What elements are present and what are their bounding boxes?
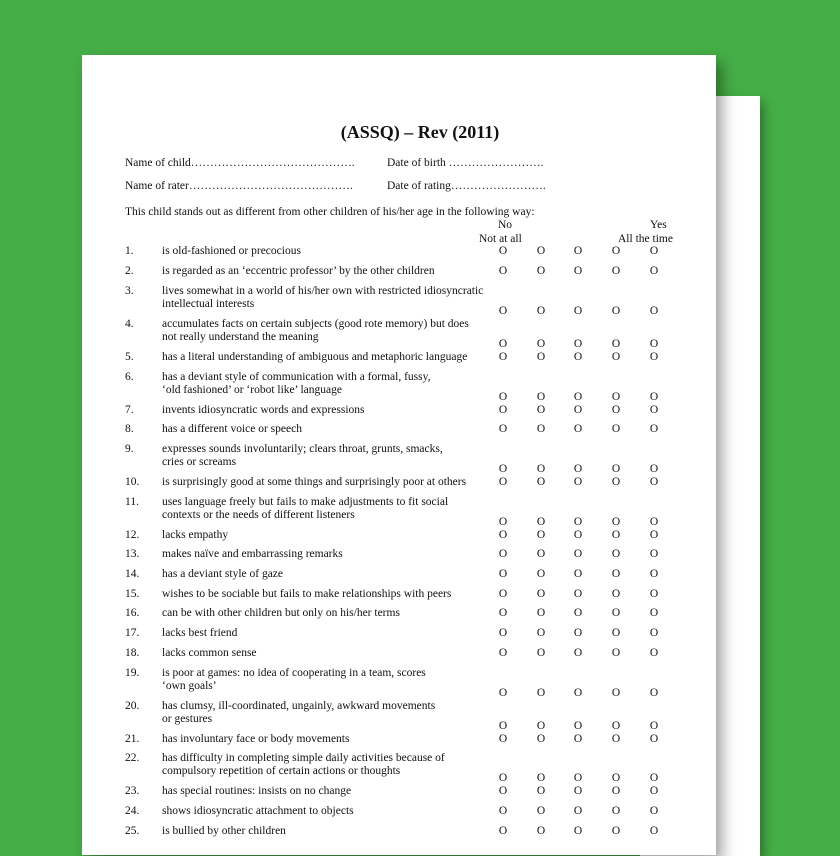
question-text-line: lacks common sense: [162, 647, 257, 659]
question-text-line: lacks empathy: [162, 529, 229, 541]
rating-option-2[interactable]: O: [536, 245, 546, 257]
rating-option-2[interactable]: O: [536, 423, 546, 435]
rating-option-1[interactable]: O: [498, 265, 508, 277]
rating-option-1[interactable]: O: [498, 785, 508, 797]
question-number: 18.: [125, 647, 140, 659]
rating-option-2[interactable]: O: [536, 305, 546, 317]
rating-option-4[interactable]: O: [611, 516, 621, 528]
rating-option-4[interactable]: O: [611, 351, 621, 363]
rating-option-5[interactable]: O: [649, 548, 659, 560]
rating-option-3[interactable]: O: [573, 733, 583, 745]
rating-option-1[interactable]: O: [498, 351, 508, 363]
rating-option-1[interactable]: O: [498, 423, 508, 435]
question-text-line: invents idiosyncratic words and expressions: [162, 404, 365, 416]
rating-option-5[interactable]: O: [649, 404, 659, 416]
rating-option-2[interactable]: O: [536, 627, 546, 639]
rating-option-2[interactable]: O: [536, 529, 546, 541]
question-number: 9.: [125, 443, 134, 455]
question-number: 12.: [125, 529, 140, 541]
question-text: [162, 265, 492, 278]
date-of-birth-field[interactable]: Date of birth …………………….: [387, 157, 544, 169]
date-of-rating-field[interactable]: Date of rating…………………….: [387, 180, 546, 192]
question-text-line: is surprisingly good at some things and surprisingly poor at others: [162, 476, 467, 488]
rating-option-2[interactable]: O: [536, 338, 546, 350]
rating-option-2[interactable]: O: [536, 720, 546, 732]
question-text: [162, 752, 492, 778]
question-text: [162, 476, 492, 489]
rating-option-1[interactable]: O: [498, 733, 508, 745]
rating-option-2[interactable]: O: [536, 265, 546, 277]
rating-option-1[interactable]: O: [498, 404, 508, 416]
rating-option-3[interactable]: O: [573, 568, 583, 580]
rating-option-5[interactable]: O: [649, 423, 659, 435]
rating-option-4[interactable]: O: [611, 805, 621, 817]
name-of-rater-field[interactable]: Name of rater…………………………………….: [125, 180, 353, 192]
rating-option-2[interactable]: O: [536, 588, 546, 600]
question-text: [162, 529, 492, 542]
rating-option-2[interactable]: O: [536, 516, 546, 528]
rating-option-5[interactable]: O: [649, 720, 659, 732]
question-number: 16.: [125, 607, 140, 619]
rating-option-2[interactable]: O: [536, 568, 546, 580]
question-text-line: is poor at games: no idea of cooperating in a team, scores: [162, 667, 426, 679]
question-text-line: makes naïve and embarrassing remarks: [162, 548, 343, 560]
rating-option-3[interactable]: O: [573, 647, 583, 659]
rating-option-3[interactable]: O: [573, 825, 583, 837]
scale-label-yes: Yes: [650, 219, 667, 231]
scale-label-no: No: [498, 219, 513, 231]
rating-option-1[interactable]: O: [498, 529, 508, 541]
question-text: [162, 496, 492, 522]
question-text: [162, 700, 492, 726]
rating-option-5[interactable]: O: [649, 733, 659, 745]
rating-option-2[interactable]: O: [536, 785, 546, 797]
question-text-line: lacks best friend: [162, 627, 238, 639]
question-number: 25.: [125, 825, 140, 837]
rating-option-5[interactable]: O: [649, 805, 659, 817]
rating-option-4[interactable]: O: [611, 265, 621, 277]
question-text-line: has difficulty in completing simple daily activities because of: [162, 752, 445, 764]
question-number: 24.: [125, 805, 140, 817]
rating-option-4[interactable]: O: [611, 733, 621, 745]
rating-option-2[interactable]: O: [536, 404, 546, 416]
rating-option-5[interactable]: O: [649, 607, 659, 619]
rating-option-2[interactable]: O: [536, 825, 546, 837]
question-text-line: has a deviant style of communication with a formal, fussy,: [162, 371, 431, 383]
question-number: 19.: [125, 667, 140, 679]
rating-option-4[interactable]: O: [611, 687, 621, 699]
question-text-line: shows idiosyncratic attachment to objects: [162, 805, 354, 817]
rating-option-1[interactable]: O: [498, 305, 508, 317]
rating-option-3[interactable]: O: [573, 351, 583, 363]
rating-option-1[interactable]: O: [498, 805, 508, 817]
name-of-child-field[interactable]: Name of child…………………………………….: [125, 157, 355, 169]
question-text-line: is old-fashioned or precocious: [162, 245, 301, 257]
question-text: [162, 825, 492, 838]
rating-option-4[interactable]: O: [611, 607, 621, 619]
rating-option-5[interactable]: O: [649, 463, 659, 475]
rating-option-3[interactable]: O: [573, 805, 583, 817]
question-number: 3.: [125, 285, 134, 297]
rating-option-1[interactable]: O: [498, 588, 508, 600]
question-text: [162, 351, 492, 364]
rating-option-1[interactable]: O: [498, 548, 508, 560]
question-text-line: ‘old fashioned’ or ‘robot like’ language: [162, 384, 342, 396]
question-text-line: wishes to be sociable but fails to make relationships with peers: [162, 588, 452, 600]
question-number: 13.: [125, 548, 140, 560]
rating-option-4[interactable]: O: [611, 391, 621, 403]
rating-option-3[interactable]: O: [573, 720, 583, 732]
rating-option-2[interactable]: O: [536, 805, 546, 817]
rating-option-2[interactable]: O: [536, 687, 546, 699]
rating-option-3[interactable]: O: [573, 772, 583, 784]
question-number: 1.: [125, 245, 134, 257]
question-text-line: uses language freely but fails to make adjustments to fit social: [162, 496, 449, 508]
rating-option-3[interactable]: O: [573, 476, 583, 488]
question-text-line: accumulates facts on certain subjects (good rote memory) but does: [162, 318, 469, 330]
rating-option-3[interactable]: O: [573, 423, 583, 435]
rating-option-3[interactable]: O: [573, 548, 583, 560]
rating-option-4[interactable]: O: [611, 720, 621, 732]
question-number: 21.: [125, 733, 140, 745]
rating-option-2[interactable]: O: [536, 647, 546, 659]
rating-option-4[interactable]: O: [611, 423, 621, 435]
question-text-line: has a literal understanding of ambiguous and metaphoric language: [162, 351, 468, 363]
question-text-line: contexts or the needs of different listeners: [162, 509, 355, 521]
rating-option-2[interactable]: O: [536, 548, 546, 560]
rating-option-2[interactable]: O: [536, 463, 546, 475]
rating-option-1[interactable]: O: [498, 607, 508, 619]
rating-option-2[interactable]: O: [536, 351, 546, 363]
question-text: [162, 423, 492, 436]
question-text-line: has special routines: insists on no change: [162, 785, 352, 797]
rating-option-5[interactable]: O: [649, 305, 659, 317]
rating-option-1[interactable]: O: [498, 687, 508, 699]
question-number: 15.: [125, 588, 140, 600]
rating-option-3[interactable]: O: [573, 516, 583, 528]
rating-option-3[interactable]: O: [573, 785, 583, 797]
question-number: 4.: [125, 318, 134, 330]
rating-option-5[interactable]: O: [649, 516, 659, 528]
question-text-line: has involuntary face or body movements: [162, 733, 350, 745]
scale-label-all-the-time: All the time: [618, 233, 673, 245]
question-text: [162, 245, 492, 258]
rating-option-5[interactable]: O: [649, 265, 659, 277]
question-text-line: not really understand the meaning: [162, 331, 319, 343]
question-text-line: is bullied by other children: [162, 825, 286, 837]
rating-option-1[interactable]: O: [498, 463, 508, 475]
rating-option-4[interactable]: O: [611, 245, 621, 257]
question-text: [162, 568, 492, 581]
rating-option-5[interactable]: O: [649, 647, 659, 659]
rating-option-5[interactable]: O: [649, 627, 659, 639]
rating-option-4[interactable]: O: [611, 588, 621, 600]
question-number: 5.: [125, 351, 134, 363]
question-text-line: has clumsy, ill-coordinated, ungainly, awkward movements: [162, 700, 436, 712]
rating-option-4[interactable]: O: [611, 825, 621, 837]
question-number: 23.: [125, 785, 140, 797]
rating-option-3[interactable]: O: [573, 391, 583, 403]
rating-option-5[interactable]: O: [649, 391, 659, 403]
rating-option-1[interactable]: O: [498, 720, 508, 732]
rating-option-3[interactable]: O: [573, 588, 583, 600]
question-number: 8.: [125, 423, 134, 435]
question-text-line: ‘own goals’: [162, 680, 217, 692]
rating-option-1[interactable]: O: [498, 568, 508, 580]
form-title: (ASSQ) – Rev (2011): [340, 122, 500, 142]
rating-option-2[interactable]: O: [536, 476, 546, 488]
rating-option-4[interactable]: O: [611, 548, 621, 560]
question-number: 10.: [125, 476, 140, 488]
question-text: [162, 647, 492, 660]
question-number: 14.: [125, 568, 140, 580]
question-text: [162, 588, 492, 601]
rating-option-1[interactable]: O: [498, 245, 508, 257]
rating-option-3[interactable]: O: [573, 404, 583, 416]
question-text-line: expresses sounds involuntarily; clears throat, grunts, smacks,: [162, 443, 443, 455]
rating-option-3[interactable]: O: [573, 463, 583, 475]
rating-option-3[interactable]: O: [573, 687, 583, 699]
rating-option-1[interactable]: O: [498, 627, 508, 639]
rating-option-4[interactable]: O: [611, 627, 621, 639]
rating-option-4[interactable]: O: [611, 529, 621, 541]
question-text-line: has a deviant style of gaze: [162, 568, 284, 580]
question-text: [162, 667, 492, 693]
rating-option-2[interactable]: O: [536, 391, 546, 403]
question-text-line: compulsory repetition of certain actions or thoughts: [162, 765, 401, 777]
rating-option-5[interactable]: O: [649, 245, 659, 257]
instructions-text: This child stands out as different from other children of his/her age in the following way:: [125, 206, 535, 218]
rating-option-3[interactable]: O: [573, 627, 583, 639]
rating-option-3[interactable]: O: [573, 607, 583, 619]
rating-option-4[interactable]: O: [611, 785, 621, 797]
rating-option-5[interactable]: O: [649, 351, 659, 363]
question-text: [162, 785, 492, 798]
rating-option-5[interactable]: O: [649, 785, 659, 797]
question-number: 7.: [125, 404, 134, 416]
rating-option-4[interactable]: O: [611, 305, 621, 317]
question-number: 2.: [125, 265, 134, 277]
question-number: 20.: [125, 700, 140, 712]
question-number: 6.: [125, 371, 134, 383]
rating-option-4[interactable]: O: [611, 476, 621, 488]
rating-option-2[interactable]: O: [536, 607, 546, 619]
rating-option-4[interactable]: O: [611, 338, 621, 350]
question-text-line: can be with other children but only on his/her terms: [162, 607, 400, 619]
question-text-line: lives somewhat in a world of his/her own with restricted idiosyncratic: [162, 285, 484, 297]
rating-option-5[interactable]: O: [649, 588, 659, 600]
question-number: 11.: [125, 496, 139, 508]
rating-option-1[interactable]: O: [498, 772, 508, 784]
question-text: [162, 318, 492, 344]
rating-option-4[interactable]: O: [611, 772, 621, 784]
question-text-line: has a different voice or speech: [162, 423, 302, 435]
rating-option-2[interactable]: O: [536, 772, 546, 784]
rating-option-3[interactable]: O: [573, 245, 583, 257]
scale-label-not-at-all: Not at all: [479, 233, 522, 245]
rating-option-1[interactable]: O: [498, 647, 508, 659]
question-text: [162, 371, 492, 397]
rating-option-5[interactable]: O: [649, 772, 659, 784]
question-number: 22.: [125, 752, 140, 764]
rating-option-4[interactable]: O: [611, 463, 621, 475]
rating-option-1[interactable]: O: [498, 825, 508, 837]
rating-option-2[interactable]: O: [536, 733, 546, 745]
rating-option-3[interactable]: O: [573, 529, 583, 541]
rating-option-4[interactable]: O: [611, 404, 621, 416]
question-text: [162, 548, 492, 561]
rating-option-5[interactable]: O: [649, 338, 659, 350]
question-text: [162, 404, 492, 417]
question-text: [162, 443, 492, 469]
rating-option-4[interactable]: O: [611, 647, 621, 659]
question-text: [162, 607, 492, 620]
question-text: [162, 627, 492, 640]
rating-option-5[interactable]: O: [649, 476, 659, 488]
rating-option-4[interactable]: O: [611, 568, 621, 580]
question-text: [162, 805, 492, 818]
rating-option-5[interactable]: O: [649, 568, 659, 580]
question-text: [162, 285, 492, 311]
rating-option-1[interactable]: O: [498, 391, 508, 403]
rating-option-1[interactable]: O: [498, 516, 508, 528]
rating-option-5[interactable]: O: [649, 529, 659, 541]
question-text-line: or gestures: [162, 713, 213, 725]
question-text-line: intellectual interests: [162, 298, 255, 310]
rating-option-3[interactable]: O: [573, 265, 583, 277]
rating-option-1[interactable]: O: [498, 476, 508, 488]
question-text: [162, 733, 492, 746]
rating-option-3[interactable]: O: [573, 338, 583, 350]
question-number: 17.: [125, 627, 140, 639]
rating-option-3[interactable]: O: [573, 305, 583, 317]
rating-option-5[interactable]: O: [649, 825, 659, 837]
rating-option-5[interactable]: O: [649, 687, 659, 699]
question-text-line: is regarded as an ‘eccentric professor’ by the other children: [162, 265, 435, 277]
question-text-line: cries or screams: [162, 456, 237, 468]
rating-option-1[interactable]: O: [498, 338, 508, 350]
